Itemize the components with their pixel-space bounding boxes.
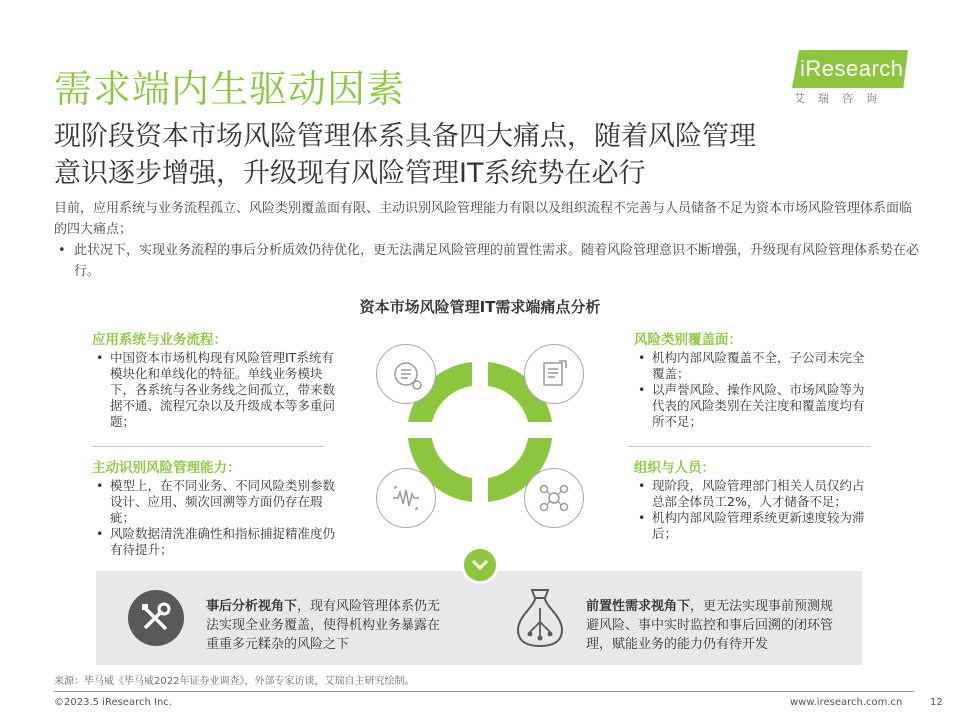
panel-heading: 应用系统与业务流程： [92, 332, 227, 348]
intro-paragraph-2: • 此状况下，实现业务流程的事后分析质效仍待优化，更无法满足风险管理的前置性需求。随着风险管理意识不断增强，升级现有风险管理体系势在必行。 [54, 240, 924, 282]
team-network-icon [524, 468, 584, 528]
logo-subtitle: 艾瑞咨询 [794, 92, 890, 105]
list-item: • 风险数据清洗准确性和指标捕捉精准度仍有待提升； [92, 526, 342, 558]
panel-app-systems [92, 332, 342, 430]
subtitle-line-1: 现阶段资本市场风险管理体系具备四大痛点，随着风险管理 [54, 121, 756, 152]
page-number: 12 [930, 697, 943, 708]
conclusion-right-bold: 前置性需求视角下 [586, 599, 691, 614]
workflow-icon [376, 344, 436, 404]
conclusion-right [586, 597, 838, 654]
subtitle-line-2: 意识逐步增强，升级现有风险管理IT系统势在必行 [54, 158, 646, 189]
list-item: • 机构内部风险覆盖不全，子公司未完全覆盖； [634, 350, 874, 382]
copyright: ©2023.5 iResearch Inc. [54, 697, 172, 708]
panel-risk-coverage [634, 332, 874, 430]
divider-left [92, 446, 324, 447]
list-item: • 机构内部风险管理系统更新速度较为滞后； [634, 510, 874, 542]
list-item: • 以声誉风险、操作风险、市场风险等为代表的风险类别在关注度和覆盖度均有所不足； [634, 382, 874, 430]
document-check-icon [524, 344, 584, 404]
intro-paragraph-1: 目前，应用系统与业务流程孤立、风险类别覆盖面有限、主动识别风险管理能力有限以及组织流程不完善与人员储备不足为资本市场风险管理体系面临的四大痛点； [54, 201, 913, 237]
intro-text [54, 198, 924, 282]
source-note: 来源：毕马威《毕马威2022年证券业调查》，外部专家访谈，艾瑞自主研究绘制。 [54, 676, 415, 687]
website-url: www.iresearch.com.cn [790, 697, 903, 708]
list-item: • 现阶段，风险管理部门相关人员仅约占总部全体员工2%，人才储备不足； [634, 478, 874, 510]
tools-icon [128, 590, 184, 646]
page-title: 需求端内生驱动因素 [54, 67, 406, 111]
divider-right [628, 446, 870, 447]
panel-organization-staff [634, 460, 874, 542]
panel-risk-identification [92, 460, 342, 558]
funnel-flask-icon [512, 586, 568, 650]
conclusion-left-bold: 事后分析视角下 [206, 599, 298, 614]
panel-heading: 主动识别风险管理能力： [92, 460, 241, 476]
conclusion-left [206, 597, 441, 654]
footer-divider [54, 691, 914, 692]
diagram-title: 资本市场风险管理IT需求端痛点分析 [359, 298, 601, 316]
signal-scan-icon [376, 468, 436, 528]
iresearch-logo [792, 50, 912, 108]
panel-heading: 风险类别覆盖面： [634, 332, 742, 348]
list-item: • 中国资本市场机构现有风险管理IT系统有模块化和单线化的特征。单线业务模块下，各系统与各业务线之间孤立，带来数据不通、流程冗杂以及升级成本等多重问题； [92, 350, 342, 430]
logo-text: iResearch [800, 56, 904, 81]
panel-heading: 组织与人员： [634, 460, 715, 476]
conclusion-left-text: ，现有风险管理体系仍无法实现全业务覆盖，使得机构业务暴露在重重多元糅杂的风险之下 [206, 599, 441, 652]
list-item: • 模型上，在不同业务、不同风险类别参数设计、应用、频次回溯等方面仍存在瑕疵； [92, 478, 342, 526]
page-subtitle [54, 118, 924, 192]
conclusion-right-text: ，更无法实现事前预测规避风险、事中实时监控和事后回溯的闭环管理，赋能业务的能力仍有待开发 [586, 599, 834, 652]
chevron-down-icon [461, 546, 499, 584]
